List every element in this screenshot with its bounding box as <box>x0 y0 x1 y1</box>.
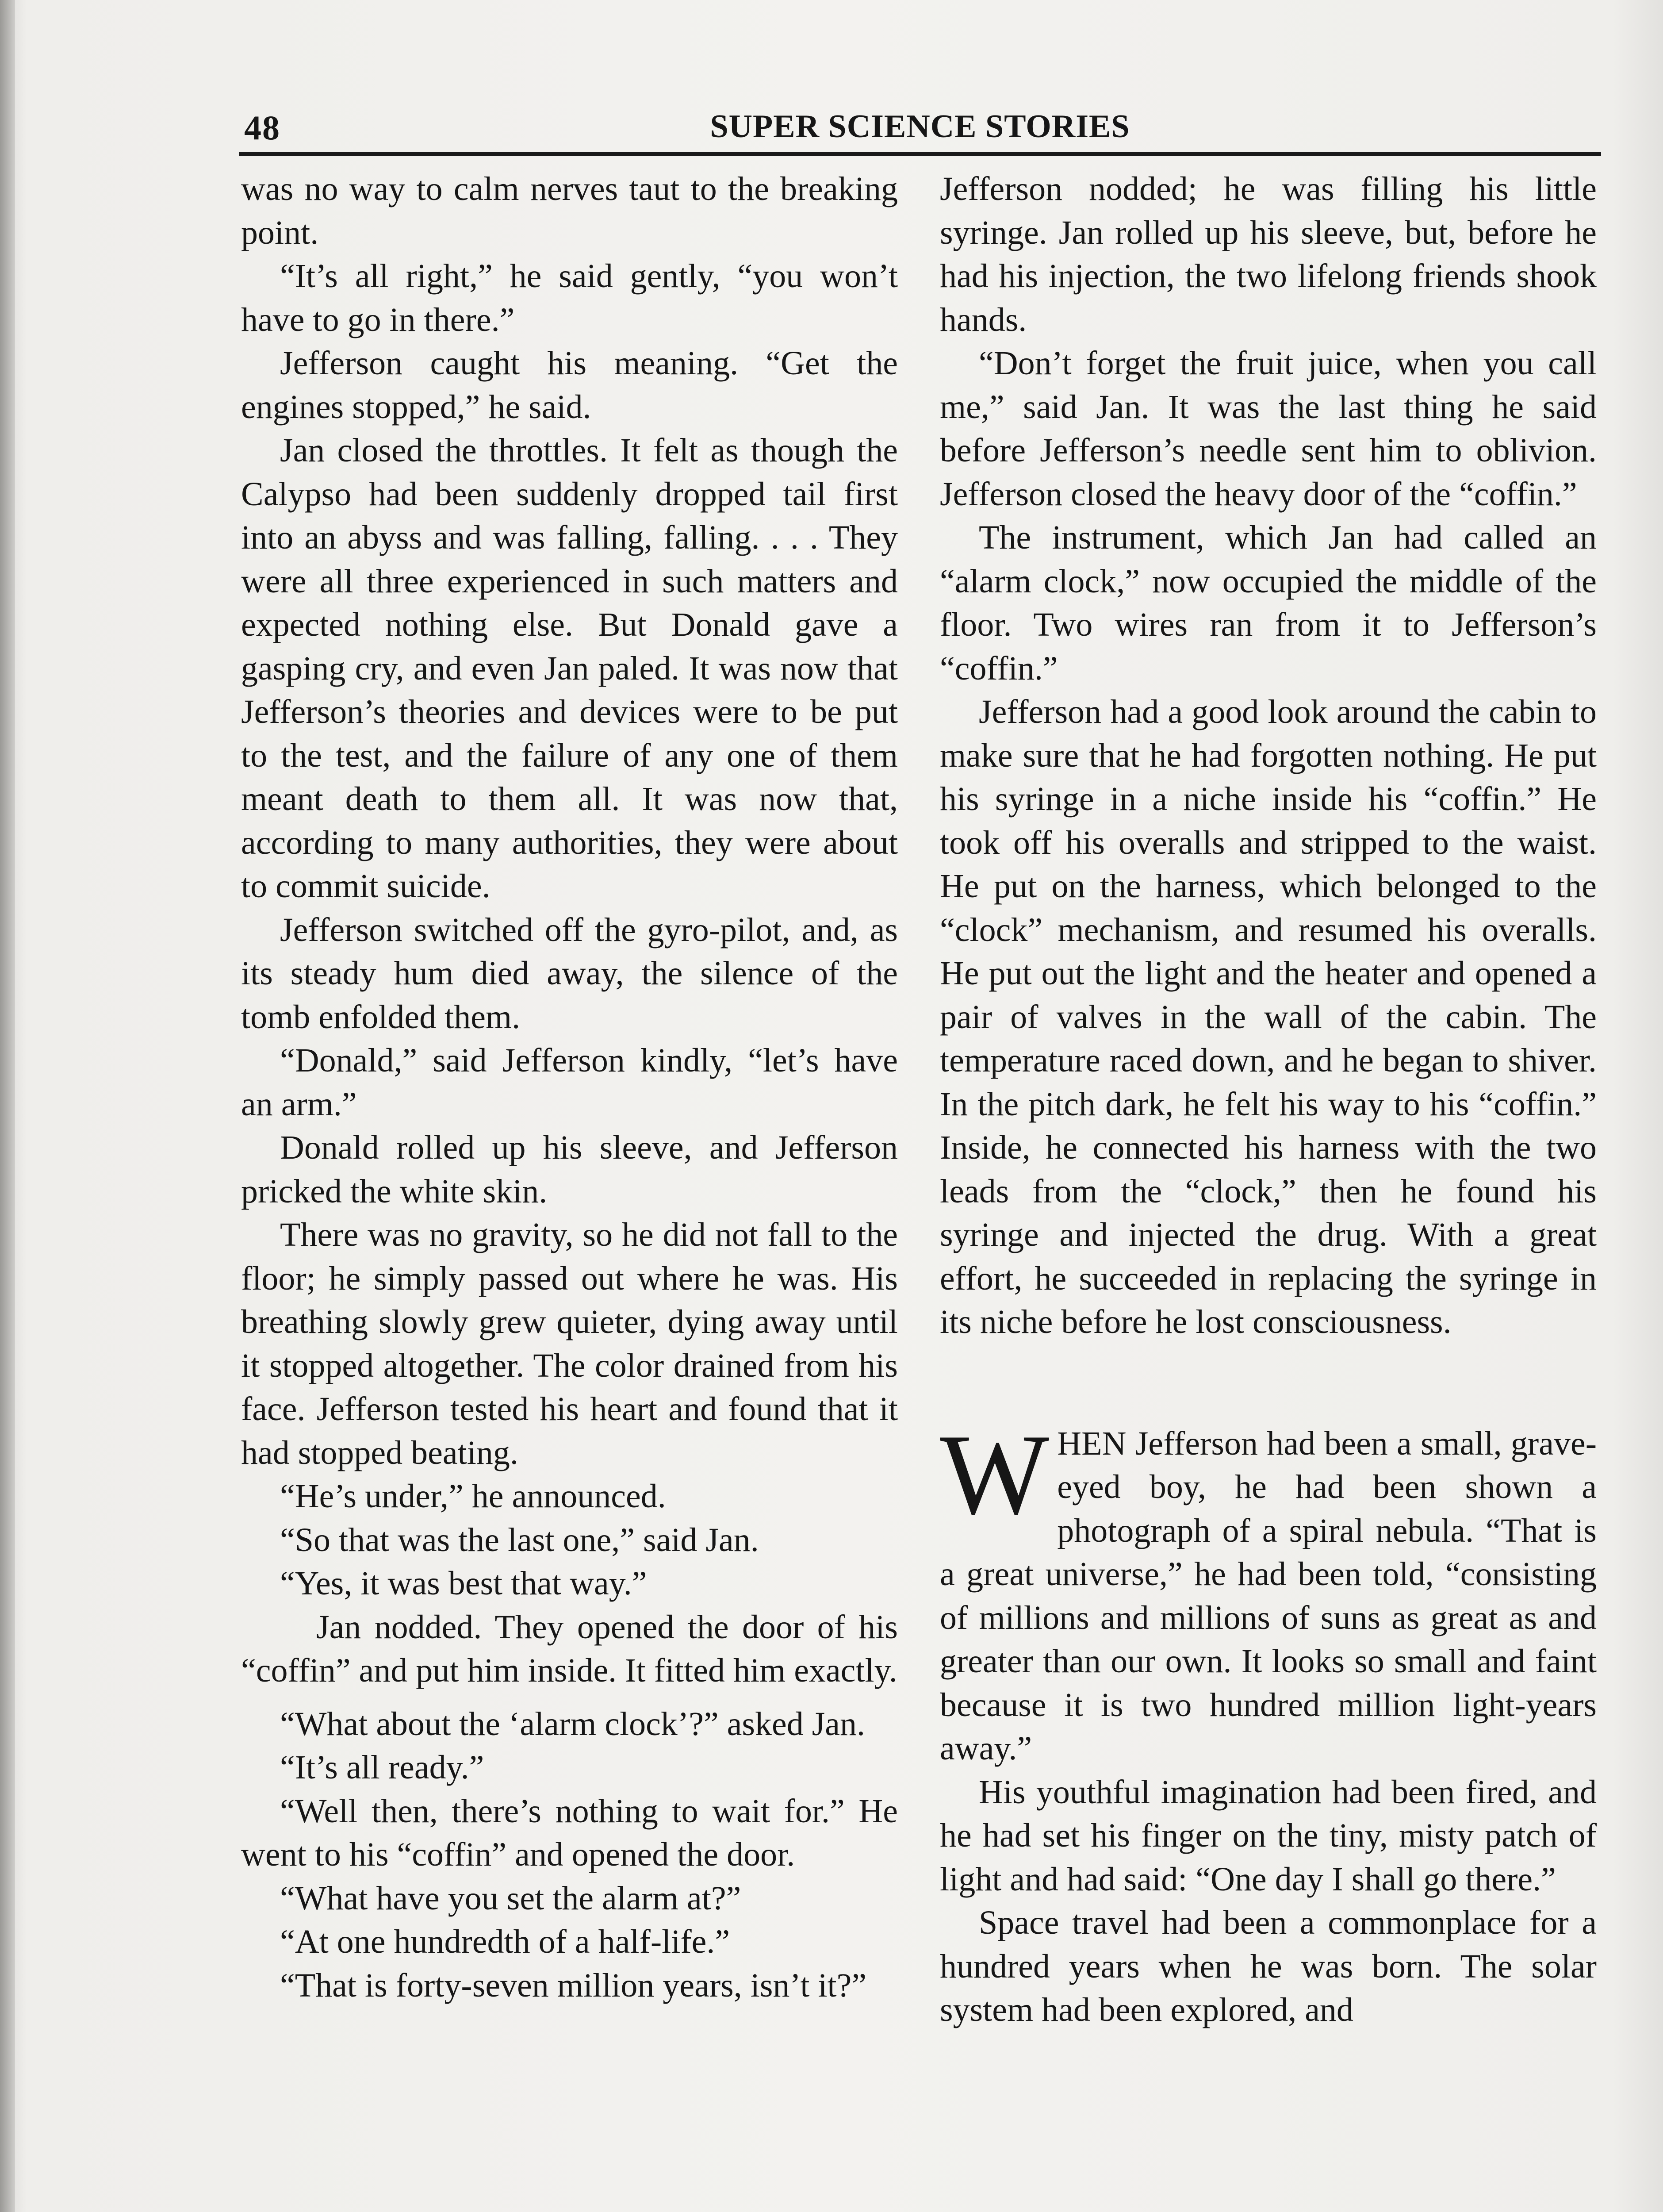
paragraph: “It’s all ready.” <box>280 1749 484 1786</box>
paragraph: “It’s all right,” he said gently, “you won’t have to go in there.” <box>241 257 898 338</box>
page-header <box>239 104 1601 153</box>
paragraph: “That is forty-seven million years, isn’t it?” <box>280 1966 867 2004</box>
left-column <box>241 167 898 2007</box>
paragraph: Jan nodded. They opened the door of his “coffin” and put him inside. It fitted him exactly. <box>241 1608 898 1689</box>
running-title: SUPER SCIENCE STORIES <box>710 108 1130 145</box>
paragraph: Space travel had been a commonplace for a hundred years when he was born. The solar system had been explored, and <box>940 1904 1597 2028</box>
header-rule <box>239 152 1601 156</box>
paragraph: Donald rolled up his sleeve, and Jefferson pricked the white skin. <box>241 1129 898 1210</box>
paragraph: The instrument, which Jan had called an “alarm clock,” now occupied the middle of the floor. Two wires ran from it to Jefferson’s “coffin.” <box>940 519 1597 687</box>
paragraph: “At one hundredth of a half-life.” <box>280 1923 730 1960</box>
right-column <box>940 167 1597 2032</box>
paragraph: “Don’t forget the fruit juice, when you call me,” said Jan. It was the last thing he said before Jefferson’s needle sent him to oblivion. Jefferson closed the heavy door of the “coffin.” <box>940 345 1597 513</box>
paragraph: “So that was the last one,” said Jan. <box>280 1521 759 1559</box>
paragraph: Jefferson caught his meaning. “Get the engines stopped,” he said. <box>241 345 898 426</box>
page-number: 48 <box>244 108 280 147</box>
paragraph: “Donald,” said Jefferson kindly, “let’s have an arm.” <box>241 1042 898 1123</box>
paragraph: His youthful imagination had been fired, and he had set his finger on the tiny, misty patch of light and had said: “One day I shall go there.” <box>940 1773 1597 1898</box>
paragraph: Jefferson had a good look around the cabin to make sure that he had forgotten nothing. He put his syringe in a niche inside his “coffin.” He took off his overalls and stripped to the waist. He put on the harness, which belonged to the “clock” mechanism, and resumed his overalls. He put out the light and the heater and opened a pair of valves in the wall of the cabin. The temperature raced down, and he began to shiver. In the pitch dark, he felt his way to his “coffin.” Inside, he connected his harness with the two leads from the “clock,” then he found his syringe and injected the drug. With a great effort, he succeeded in replacing the syringe in its niche before he lost consciousness. <box>940 693 1597 1340</box>
paragraph: “What have you set the alarm at?” <box>280 1879 741 1917</box>
paragraph: Jan closed the throttles. It felt as though the Calypso had been suddenly dropped tail first into an abyss and was falling, falling. . . . They were all three experienced in such matters and expected nothing else. But Donald gave a gasping cry, and even Jan paled. It was now that Jefferson’s theories and devices were to be put to the test, and the failure of any one of them meant death to them all. It was now that, according to many authorities, they were about to commit suicide. <box>241 432 898 905</box>
paragraph: was no way to calm nerves taut to the breaking point. <box>241 170 898 251</box>
paragraph: “He’s under,” he announced. <box>280 1478 666 1515</box>
section-opening-text: HEN Jefferson had been a small, grave-eyed boy, he had been shown a photograph of a spiral nebula. “That is a great universe,” he had been told, “consisting of millions and millions of suns as great as and greater than our own. It looks so small and faint because it is two hundred million light-years away.” <box>940 1425 1597 1767</box>
paragraph: Jefferson nodded; he was filling his little syringe. Jan rolled up his sleeve, but, before he had his injection, the two lifelong friends shook hands. <box>940 170 1597 338</box>
section-opening-paragraph <box>940 1410 1597 1770</box>
drop-cap: W <box>940 1410 1050 1539</box>
paragraph: “Well then, there’s nothing to wait for.” He went to his “coffin” and opened the door. <box>241 1792 898 1873</box>
paragraph: Jefferson switched off the gyro-pilot, and, as its steady hum died away, the silence of the tomb enfolded them. <box>241 911 898 1036</box>
paragraph: There was no gravity, so he did not fall to the floor; he simply passed out where he was. His breathing slowly grew quieter, dying away until it stopped altogether. The color drained from his face. Jefferson tested his heart and found that it had stopped beating. <box>241 1216 898 1471</box>
paragraph: “Yes, it was best that way.” <box>280 1565 647 1602</box>
paragraph: “What about the ‘alarm clock’?” asked Jan. <box>280 1705 866 1743</box>
page-binding-edge <box>0 0 15 2212</box>
